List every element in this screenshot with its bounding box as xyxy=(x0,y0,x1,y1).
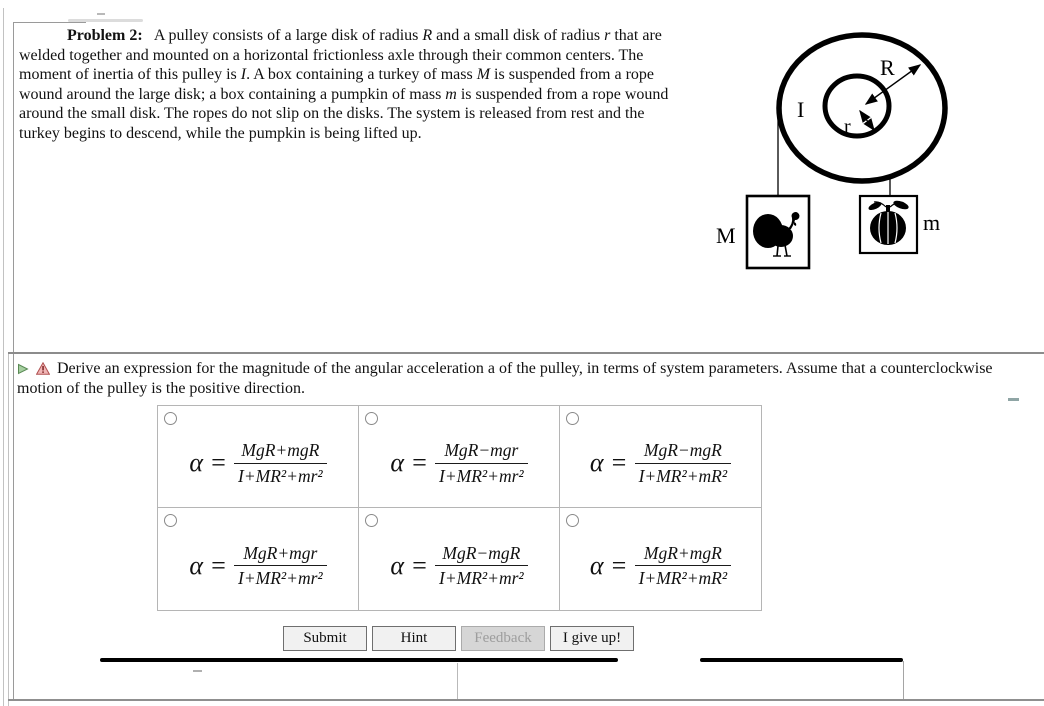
window-edge-left xyxy=(3,8,4,706)
formula-lhs: α = xyxy=(589,550,628,580)
formula-fraction xyxy=(234,440,327,485)
bottom-frame-line xyxy=(8,699,1044,701)
label-outer-radius: R xyxy=(880,55,895,80)
option-radio[interactable] xyxy=(566,514,579,527)
answer-option-5 xyxy=(359,508,560,610)
formula-lhs: α = xyxy=(390,448,429,477)
warning-icon xyxy=(36,362,50,375)
formula-lhs: α = xyxy=(390,550,429,580)
hint-button[interactable]: Hint xyxy=(372,626,456,651)
formula-numerator: MgR−mgR xyxy=(442,542,521,563)
question-prompt xyxy=(17,359,1012,398)
formula-fraction xyxy=(635,543,732,588)
answer-option-2 xyxy=(359,406,560,508)
formula-numerator: MgR+mgR xyxy=(643,542,722,563)
problem-body: A pulley consists of a large disk of radius R and a small disk of radius r that are welded together and mounted on a horizontal frictionless axle through their common centers. The moment of inertia of this pulley is I. A box containing a turkey of mass M is suspended from a rope wound around the large disk; a box containing a pumpkin of mass m is suspended from a rope wound around the small disk. The ropes do not slip on the disks. The system is released from rest and the turkey begins to descend, while the pumpkin is being lifted up. xyxy=(19,27,669,142)
label-small-mass: m xyxy=(923,210,941,235)
formula-denominator: I+MR²+mr² xyxy=(435,565,528,588)
section-divider xyxy=(8,352,1044,354)
question-frame-left-outer xyxy=(8,353,9,706)
option-formula xyxy=(158,406,358,507)
question-text: Derive an expression for the magnitude of the angular acceleration a of the pulley, in terms of system parameters. Assume that a counterclockwise motion of the pulley is the positive direction. xyxy=(17,360,993,397)
formula-denominator: I+MR²+mR² xyxy=(635,463,732,486)
formula-fraction xyxy=(435,543,528,588)
option-radio[interactable] xyxy=(164,514,177,527)
option-formula xyxy=(359,406,559,507)
option-radio[interactable] xyxy=(365,412,378,425)
formula-fraction xyxy=(435,440,528,485)
option-radio[interactable] xyxy=(164,412,177,425)
pulley-diagram xyxy=(700,15,1044,285)
option-formula xyxy=(560,406,761,507)
problem-frame-top xyxy=(13,22,86,23)
bottom-divider-mid xyxy=(457,663,458,700)
option-formula xyxy=(359,508,559,610)
bottom-black-bar-left xyxy=(100,658,618,662)
label-inner-radius: r xyxy=(844,116,851,138)
label-inertia: I xyxy=(797,97,805,122)
formula-lhs: α = xyxy=(189,550,228,580)
i-give-up-button[interactable]: I give up! xyxy=(550,626,634,651)
formula-denominator: I+MR²+mr² xyxy=(234,565,327,588)
option-radio[interactable] xyxy=(365,514,378,527)
formula-numerator: MgR+mgR xyxy=(241,440,320,461)
problem-statement xyxy=(19,26,687,143)
formula-denominator: I+MR²+mR² xyxy=(635,565,732,588)
option-formula xyxy=(560,508,761,610)
submit-button[interactable]: Submit xyxy=(283,626,367,651)
formula-fraction xyxy=(635,440,732,485)
answer-option-3 xyxy=(560,406,761,508)
feedback-button: Feedback xyxy=(461,626,545,651)
formula-numerator: MgR−mgR xyxy=(643,440,722,461)
problem-frame-left xyxy=(13,22,14,700)
label-large-mass: M xyxy=(716,223,736,248)
formula-lhs: α = xyxy=(589,448,628,477)
action-buttons xyxy=(283,626,634,651)
top-dot-artifact xyxy=(97,13,105,15)
problem-title: Problem 2: xyxy=(67,27,143,44)
answer-option-6 xyxy=(560,508,761,610)
answer-options xyxy=(157,405,762,611)
formula-numerator: MgR+mgr xyxy=(243,542,318,563)
formula-lhs: α = xyxy=(189,448,228,477)
bottom-black-bar-right xyxy=(700,658,903,662)
option-formula xyxy=(158,508,358,610)
small-disk xyxy=(825,76,889,136)
bottom-divider-right xyxy=(903,661,904,700)
top-smudge-artifact xyxy=(68,19,143,22)
option-radio[interactable] xyxy=(566,412,579,425)
bottom-dots-artifact xyxy=(193,670,202,672)
answer-option-4 xyxy=(158,508,359,610)
play-icon[interactable] xyxy=(17,363,29,375)
formula-denominator: I+MR²+mr² xyxy=(435,463,528,486)
answer-option-1 xyxy=(158,406,359,508)
right-margin-mark xyxy=(1008,398,1019,401)
formula-numerator: MgR−mgr xyxy=(444,440,519,461)
formula-fraction xyxy=(234,543,327,588)
formula-denominator: I+MR²+mr² xyxy=(234,463,327,486)
